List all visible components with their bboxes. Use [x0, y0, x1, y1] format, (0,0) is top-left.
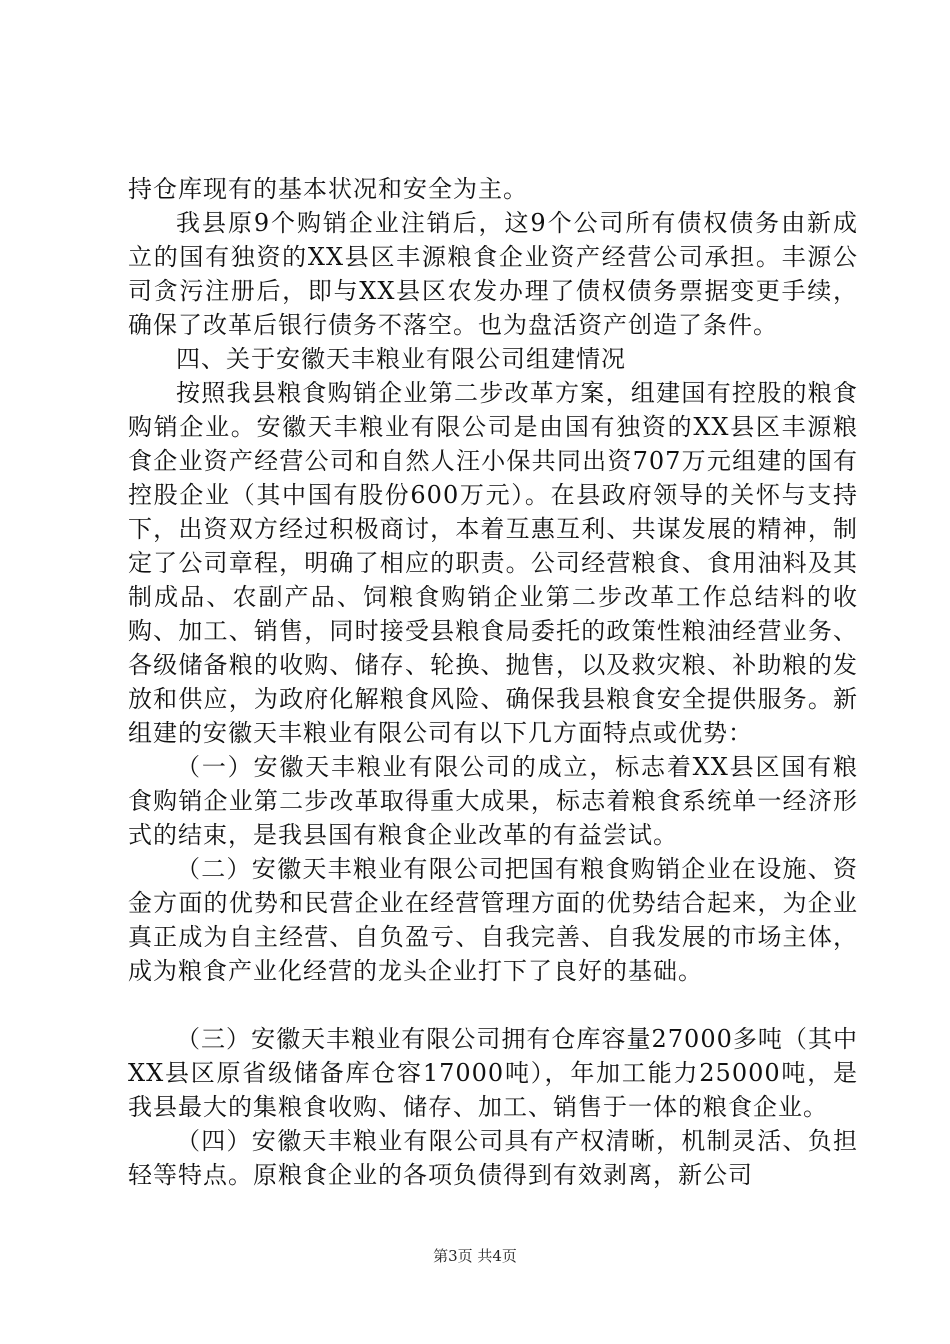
- paragraph-advantage-two: （二）安徽天丰粮业有限公司把国有粮食购销企业在设施、资金方面的优势和民营企业在经营管理方面的优势结合起来，为企业真正成为自主经营、自负盈亏、自我完善、自我发展的市场主体，成为粮食产业化经营的龙头企业打下了良好的基础。: [128, 855, 858, 985]
- paragraph-advantage-one: （一）安徽天丰粮业有限公司的成立，标志着XX县区国有粮食购销企业第二步改革取得重大成果，标志着粮食系统单一经济形式的结束，是我县国有粮食企业改革的有益尝试。: [128, 753, 858, 849]
- paragraph-company-formation: 按照我县粮食购销企业第二步改革方案，组建国有控股的粮食购销企业。安徽天丰粮业有限公司是由国有独资的XX县区丰源粮食企业资产经营公司和自然人汪小保共同出资707万元组建的国有控股企业（其中国有股份600万元）。在县政府领导的关怀与支持下，出资双方经过积极商讨，本着互惠互利、共谋发展的精神，制定了公司章程，明确了相应的职责。公司经营粮食、食用油料及其制成品、农副产品、饲粮食购销企业第二步改革工作总结料的收购、加工、销售，同时接受县粮食局委托的政策性粮油经营业务、各级储备粮的收购、储存、轮换、抛售，以及救灾粮、补助粮的发放和供应，为政府化解粮食风险、确保我县粮食安全提供服务。新组建的安徽天丰粮业有限公司有以下几方面特点或优势：: [128, 379, 858, 747]
- paragraph-debt-transfer: 我县原9个购销企业注销后，这9个公司所有债权债务由新成立的国有独资的XX县区丰源粮食企业资产经营公司承担。丰源公司贪污注册后，即与XX县区农发办理了债权债务票据变更手续，确保了改革后银行债务不落空。也为盘活资产创造了条件。: [128, 209, 858, 339]
- paragraph-advantage-four: （四）安徽天丰粮业有限公司具有产权清晰，机制灵活、负担轻等特点。原粮食企业的各项负债得到有效剥离，新公司: [128, 1127, 858, 1189]
- page-footer: 第3页 共4页: [433, 1247, 517, 1265]
- paragraph-continuation: 持仓库现有的基本状况和安全为主。: [128, 175, 528, 203]
- document-body: [128, 172, 858, 1192]
- section-heading-four: 四、关于安徽天丰粮业有限公司组建情况: [176, 345, 626, 373]
- paragraph-advantage-three: （三）安徽天丰粮业有限公司拥有仓库容量27000多吨（其中XX县区原省级储备库仓容17000吨），年加工能力25000吨，是我县最大的集粮食收购、储存、加工、销售于一体的粮食企业。: [128, 1025, 858, 1121]
